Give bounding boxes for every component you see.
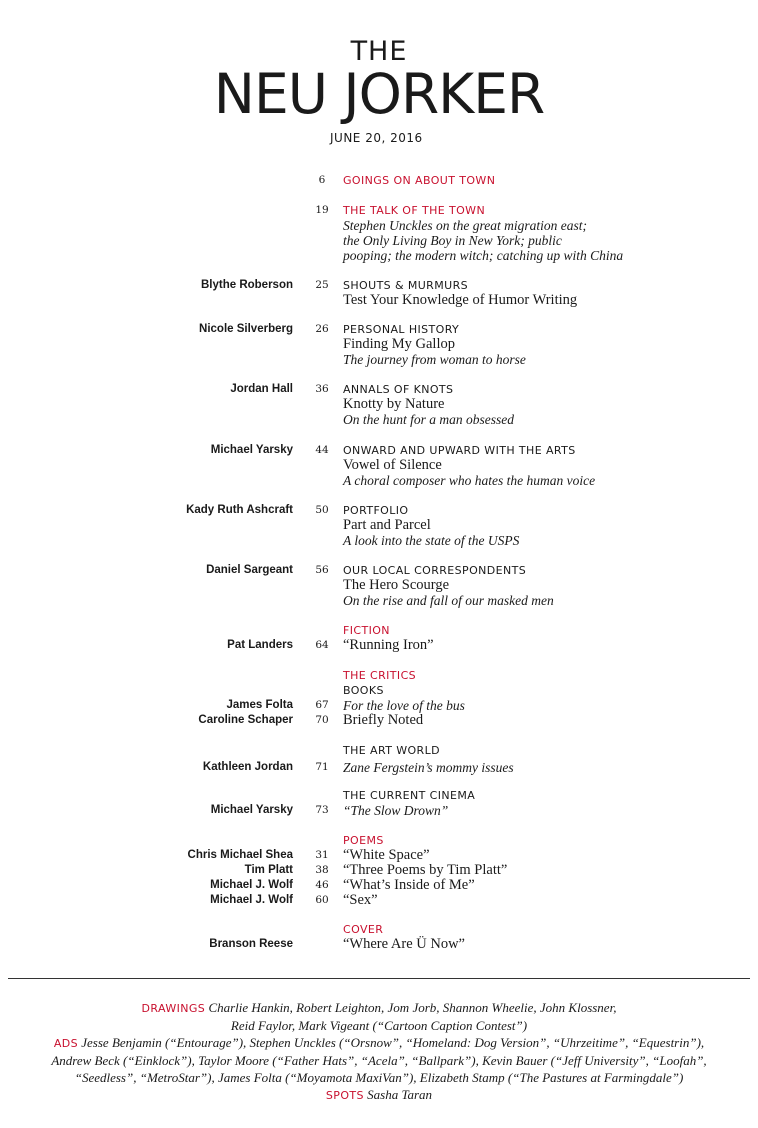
article-subtitle: On the rise and fall of our masked men (343, 593, 554, 608)
description-line: the Only Living Boy in New York; public (343, 233, 562, 248)
department: THE CURRENT CINEMA (343, 789, 476, 802)
credits-block (20, 999, 738, 1104)
sub-department: BOOKS (343, 684, 384, 697)
poem-row (0, 848, 758, 863)
spots-label: SPOTS (325, 1089, 364, 1102)
author: Jordan Hall (230, 383, 293, 395)
page-number: 26 (315, 323, 329, 335)
divider-rule (8, 978, 750, 979)
department: ONWARD AND UPWARD WITH THE ARTS (343, 444, 576, 457)
author: Caroline Schaper (198, 714, 293, 726)
poem-row (0, 893, 758, 908)
poem-row (0, 878, 758, 893)
department: FICTION (343, 624, 390, 637)
description-line: Stephen Unckles on the great migration east; (343, 218, 587, 233)
department: ANNALS OF KNOTS (343, 383, 454, 396)
article-title: Vowel of Silence (343, 457, 442, 473)
toc-entry-shouts-murmurs[interactable] (0, 278, 758, 308)
toc-entry-goings-on[interactable] (0, 173, 758, 188)
issue-date: JUNE 20, 2016 (330, 131, 423, 145)
article-title: “Running Iron” (343, 637, 434, 653)
masthead-logo: NEU JORKER (213, 62, 545, 126)
article-subtitle: “The Slow Drown” (343, 803, 449, 818)
page-number: 67 (315, 699, 329, 711)
article-subtitle: A choral composer who hates the human voice (343, 473, 596, 488)
page-number: 70 (315, 714, 329, 726)
page-number: 73 (315, 804, 329, 816)
toc-entry-art-world[interactable] (0, 743, 758, 773)
author: Nicole Silverberg (199, 323, 293, 335)
ads-label: ADS (53, 1037, 79, 1050)
page-number: 71 (315, 761, 329, 773)
author: Kathleen Jordan (202, 761, 293, 773)
page-number: 31 (315, 849, 329, 861)
page-number: 60 (315, 894, 329, 906)
toc-entry-local-correspondents[interactable] (0, 563, 758, 608)
article-title: Part and Parcel (343, 517, 431, 533)
toc-entry-the-critics[interactable] (0, 668, 758, 728)
article-title: Briefly Noted (343, 712, 424, 728)
page-number: 38 (315, 864, 329, 876)
article-subtitle: The journey from woman to horse (343, 352, 526, 367)
author: Kady Ruth Ashcraft (186, 504, 293, 516)
department: PERSONAL HISTORY (343, 323, 460, 336)
department: PORTFOLIO (343, 504, 409, 517)
page-number: 50 (315, 504, 329, 516)
department: OUR LOCAL CORRESPONDENTS (343, 564, 527, 577)
ads-credits-cont: Andrew Beck (“Einklock”), Taylor Moore (“Father Hats”, “Acela”, “Ballpark”), Kevin Bauer (“Jeff University”, “Loofah”, (51, 1053, 707, 1068)
page-number: 64 (315, 639, 329, 651)
author: Pat Landers (227, 639, 293, 651)
department: GOINGS ON ABOUT TOWN (343, 174, 496, 187)
article-title: The Hero Scourge (343, 577, 450, 593)
toc-entry-current-cinema[interactable] (0, 788, 758, 818)
drawings-label: DRAWINGS (141, 1002, 206, 1015)
article-title: Knotty by Nature (343, 396, 445, 412)
article-subtitle: A look into the state of the USPS (343, 533, 520, 548)
toc-entry-annals-of-knots[interactable] (0, 382, 758, 427)
article-subtitle: Zane Fergstein’s mommy issues (343, 760, 514, 775)
toc-entry-talk-of-the-town[interactable] (0, 203, 758, 263)
department: COVER (343, 923, 384, 936)
department: POEMS (343, 834, 384, 847)
author: Tim Platt (244, 864, 293, 876)
spots-credits: Sasha Taran (367, 1087, 433, 1102)
page-number: 6 (318, 174, 326, 186)
page-number: 56 (315, 564, 329, 576)
masthead-the: THE (350, 36, 408, 67)
toc-entry-portfolio[interactable] (0, 503, 758, 548)
drawings-credits-cont: Reid Faylor, Mark Vigeant (“Cartoon Caption Contest”) (230, 1018, 528, 1033)
article-title: Finding My Gallop (343, 336, 455, 352)
article-subtitle: On the hunt for a man obsessed (343, 412, 514, 427)
department: SHOUTS & MURMURS (343, 279, 468, 292)
article-title: “Where Are Ü Now” (343, 936, 465, 952)
toc-entry-poems[interactable] (0, 833, 758, 908)
toc-entry-personal-history[interactable] (0, 322, 758, 367)
toc-entry-cover[interactable] (0, 922, 758, 952)
drawings-credits: Charlie Hankin, Robert Leighton, Jom Jorb, Shannon Wheelie, John Klossner, (208, 1000, 617, 1015)
department: THE TALK OF THE TOWN (343, 204, 486, 217)
article-title: Test Your Knowledge of Humor Writing (343, 292, 578, 308)
page-number: 19 (315, 204, 329, 216)
author: Blythe Roberson (200, 279, 293, 291)
ads-credits-cont: “Seedless”, “MetroStar”), James Folta (“Moyamota MaxiVan”), Elizabeth Stamp (“The Pastures at Farmingdale”) (74, 1070, 684, 1085)
author: Michael Yarsky (210, 444, 293, 456)
article-title: “Three Poems by Tim Platt” (343, 862, 508, 878)
page-number: 36 (315, 383, 329, 395)
page-number: 44 (315, 444, 329, 456)
page-number: 46 (315, 879, 329, 891)
department: THE CRITICS (343, 669, 417, 682)
author: Daniel Sargeant (206, 564, 293, 576)
article-subtitle: For the love of the bus (343, 698, 465, 713)
author: Chris Michael Shea (187, 849, 293, 861)
toc-entry-onward-upward[interactable] (0, 443, 758, 488)
article-title: “What’s Inside of Me” (343, 877, 475, 893)
article-title: “White Space” (343, 847, 430, 863)
toc-entry-fiction[interactable] (0, 623, 758, 653)
department: THE ART WORLD (343, 744, 440, 757)
author: Branson Reese (209, 938, 293, 950)
page-number: 25 (315, 279, 329, 291)
ads-credits: Jesse Benjamin (“Entourage”), Stephen Unckles (“Orsnow”, “Homeland: Dog Version”, “Uhrzeitime”, “Equestrin”), (81, 1035, 705, 1050)
description-line: pooping; the modern witch; catching up with China (343, 248, 624, 263)
article-title: “Sex” (343, 892, 378, 908)
author: Michael Yarsky (210, 804, 293, 816)
author: Michael J. Wolf (210, 879, 293, 891)
author: James Folta (226, 699, 293, 711)
author: Michael J. Wolf (210, 894, 293, 906)
poem-row (0, 863, 758, 878)
